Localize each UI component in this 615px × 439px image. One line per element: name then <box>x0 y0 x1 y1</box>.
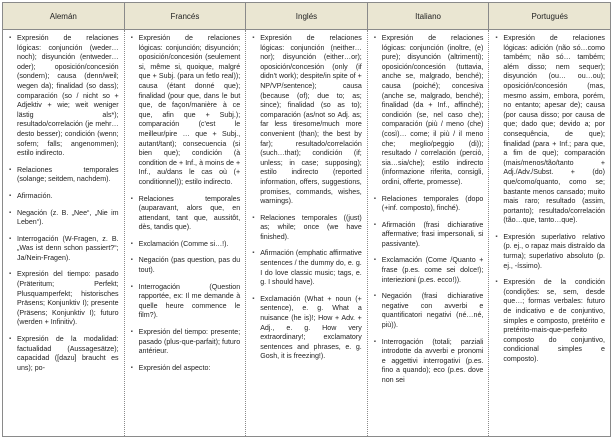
column-frances <box>125 30 247 436</box>
grammar-table <box>2 2 611 437</box>
list-item: ▪ Interrogación (W-Fragen, z. B. „Was ist denn schon passiert?“; Ja/Nein-Fragen). <box>9 235 119 264</box>
list-item: ▪ Relaciones temporales (dopo (+inf. composto), finché). <box>374 195 484 214</box>
list-item: ▪ Negación (frasi dichiarative negative con avverbi e quantificatori negativi (né…né, più)). <box>374 292 484 330</box>
list-item: ▪ Exclamación (What + noun (+ sentence), e. g. What a nuisance (he is)!; How + Adv. + Adj., e. g. How very extraordinary!; exclamatory sentences and phrases, e. g. Gosh, it is freezing!). <box>252 295 362 362</box>
column-aleman <box>3 30 125 436</box>
list-item: ▪ Expresión del tiempo: pasado (Präteritum; Perfekt; Plusquamperfekt; historisches Präsens; Konjunktiv I); presente (Präsens; Konjunktiv I); futuro (werden + Infinitiv). <box>9 270 119 328</box>
list-item: ▪ Negación (pas question, pas du tout). <box>131 256 241 275</box>
list-item: ▪ Expresión de relaciones lógicas: adición (não só…como também; não só… também; além disso; nem sequer); disyunción (ou… ou…ou); oposición/concesión (mas, mesmo assim, embora, porém, no entanto; apesar de); causa (por causa disso; por causa de que; dado que; devido a; por consequência, de que); finalidad (para + Inf.; para que, a fim de que); comparación (mais/menos/tão/tanto + Adj./Adv./Subst. + (do) que/como/quanto, como se; bastante menos cansado; muito mais raro; resultado (assim, portanto); resultado/correlación (tão…que, tanto…que). <box>495 34 605 226</box>
table-header <box>3 3 610 30</box>
header-portugues: Portugués <box>531 11 568 21</box>
list-item: ▪ Relaciones temporales (solange; seitdem, nachdem). <box>9 166 119 185</box>
list-item: ▪ Relaciones temporales ((just) as; while; once (we have finished). <box>252 214 362 243</box>
header-aleman: Alemán <box>3 3 125 29</box>
list-item: ▪ Relaciones temporales (auparavant, alors que, en attendant, tant que, aussitôt, dès, tandis que). <box>131 195 241 233</box>
list-item: ▪ Afirmación. <box>9 192 119 202</box>
list-item: ▪ Expresión de relaciones lógicas: conjunción; disyunción; oposición/concesión (seulement si, même si, quoique, malgré que + Subj. (para un fetlo real)); causa (étant donné que); finalidad (pour que, dans le but que, de façon/manière à ce que, afin que + Subj.); comparación (c'est le meilleur/pire … que + Subj., autant/tant); consecuencia (si bien que); condición (à condition de + Inf., à moins de + Inf., au/dans le cas où (+ conditionnel)); estilo indirecto. <box>131 34 241 188</box>
list-item: ▪ Expresión del aspecto: <box>131 364 241 374</box>
column-ingles <box>246 30 368 436</box>
header-italiano: Italiano <box>368 3 490 29</box>
list-item: ▪ Afirmación (emphatic affirmative sentences / the dummy do, e. g. I do love classic music; tags, e. g. I should have). <box>252 249 362 287</box>
list-item: ▪ Expresión de relaciones lógicas: conjunción (neither…nor); disyunción (either…or); oposición/concesión (only (if didn't work); despite/in spite of + NP/VP/sentence); causa (because (of); due to; as; since); finalidad (so as to); comparación (as/not so Adj. as; far less tiresome/much more convenient (than); the best by far); resultado/correlación (such…that); condición (if; unless; in case; supposing); estilo indirecto (reported information, offers, suggestions, promises, commands, wishes, warnings). <box>252 34 362 207</box>
header-ingles: Inglés <box>246 3 368 29</box>
list-item: ▪ Expresión del tiempo: presente; pasado (plus-que-parfait); futuro antérieur. <box>131 328 241 357</box>
list-item: ▪ Expresión de relaciones lógicas: conjunción (inoltre, (e) pure); disyunción (altrimenti); oposición/concesión (tuttavia, anche se, malgrado, benché); causa (poiché); concesiva (anche se, malgrado, benché); finalidad (da + Inf., affinché); condición (se, nel caso che); comparación (più / meno (che) (così)… come; il più / il meno che; meglio/peggio (di)); resultado / correlación (perciò, sia…sia/che); estilo indirecto (informazione riferita, consigli, ordini, offerte, promesse). <box>374 34 484 188</box>
list-item: ▪ Expresión superlativo relativo (p. ej., o rapaz mais distraído da turma); superlativo absoluto (p. ej., -íssimo). <box>495 233 605 271</box>
list-item: ▪ Expresión de relaciones lógicas: conjunción (weder… noch); disyunción (entweder… oder); oposición/concesión (sondern); causa (denn/weil; wegen da); finalidad (so dass); comparación (so / nicht so + Adjektiv + wie; weit weniger lästig als*); resultado/correlación (je mehr… desto besser); condición (wenn; sofern; falls; angenommen); estilo indirecto. <box>9 34 119 159</box>
table-body <box>3 30 610 436</box>
list-item: ▪ Negación (z. B. „Nee“, „Nie im Leben“). <box>9 209 119 228</box>
column-portugues <box>489 30 610 436</box>
column-italiano <box>368 30 490 436</box>
list-item: ▪ Exclamación (Comme si…!). <box>131 240 241 250</box>
list-item: ▪ Interrogación (Question rapportée, ex: Il me demande à quelle heure commence le film?). <box>131 283 241 321</box>
list-item: ▪ Expresión de la condición (condições: se, sem, desde que…; formas verbales: futuro de indicativo e de conjuntivo, simples e composto, pretérito e pretérito-mais-que-perfeito composto do conjuntivo, condicional simples e composto). <box>495 278 605 364</box>
header-frances: Francés <box>125 3 247 29</box>
list-item: ▪ Expresión de la modalidad: factualidad (Aussagesätze); capacidad ([dazu] braucht es uns); po- <box>9 335 119 373</box>
list-item: ▪ Afirmación (frasi dichiarative affermative; frasi impersonali, si passivante). <box>374 221 484 250</box>
list-item: ▪ Exclamación (Come /Quanto + frase (p.es. come sei dolce!); interiezioni (p.es. ecco!)). <box>374 256 484 285</box>
list-item: ▪ Interrogación (totali; parziali introdotte da avverbi e pronomi e aggettivi interrogativi (p.es. fino a quando); eco (p.es. dove non sei <box>374 338 484 386</box>
